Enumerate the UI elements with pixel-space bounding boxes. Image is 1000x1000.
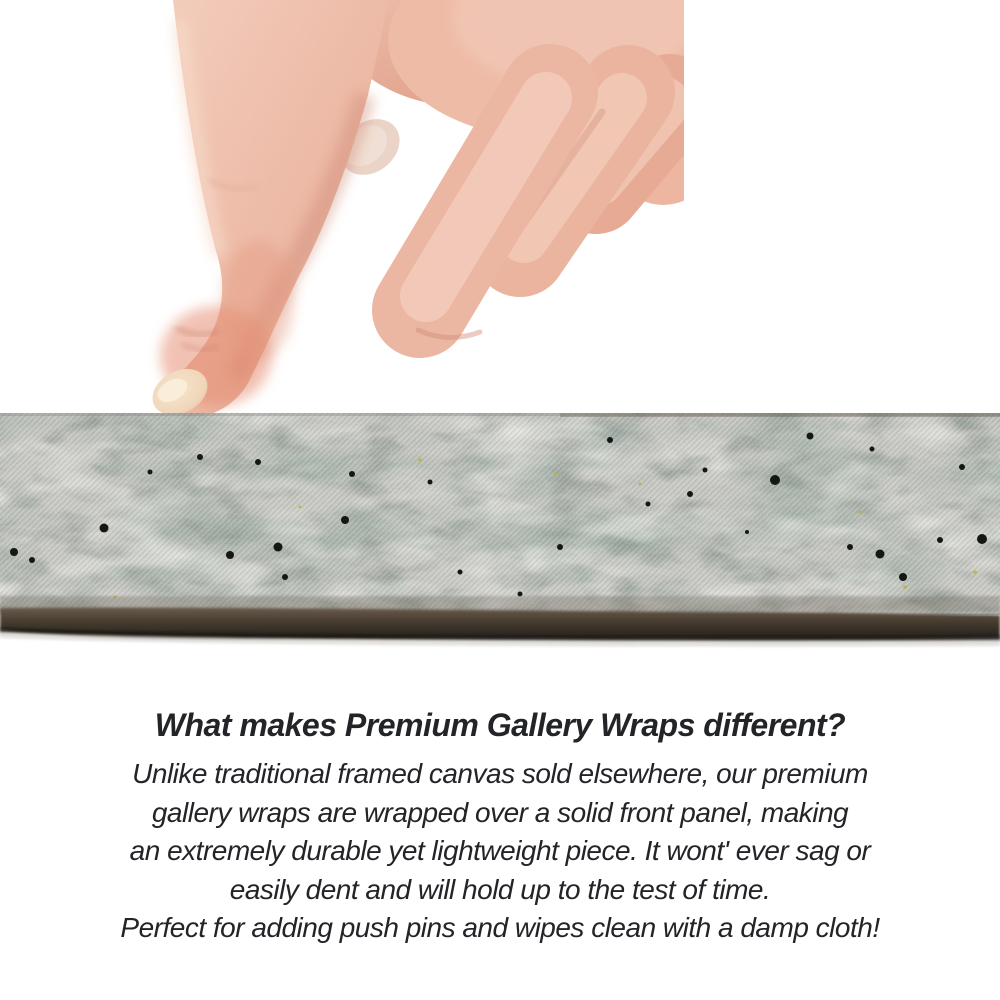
copy-heading: What makes Premium Gallery Wraps different? [154, 707, 846, 743]
canvas-strip-illustration [0, 410, 1000, 650]
canvas-texture [0, 413, 1000, 615]
copy-line: gallery wraps are wrapped over a solid front panel, making [151, 796, 849, 828]
hand-photo [118, 0, 684, 424]
thumb-column [160, 0, 388, 418]
canvas-edge-band [0, 596, 1000, 647]
copy-line: an extremely durable yet lightweight piece. It wont' ever sag or [129, 835, 871, 866]
marketing-copy [0, 704, 1000, 948]
copy-line: Unlike traditional framed canvas sold elsewhere, our premium [132, 758, 868, 789]
canvas-edge-photo [0, 410, 1000, 650]
folded-fingers [418, 92, 670, 338]
hand-pressing-illustration [118, 0, 684, 424]
copy-line: easily dent and will hold up to the test of time. [229, 873, 771, 905]
copy-line: Perfect for adding push pins and wipes clean with a damp cloth! [120, 912, 880, 943]
